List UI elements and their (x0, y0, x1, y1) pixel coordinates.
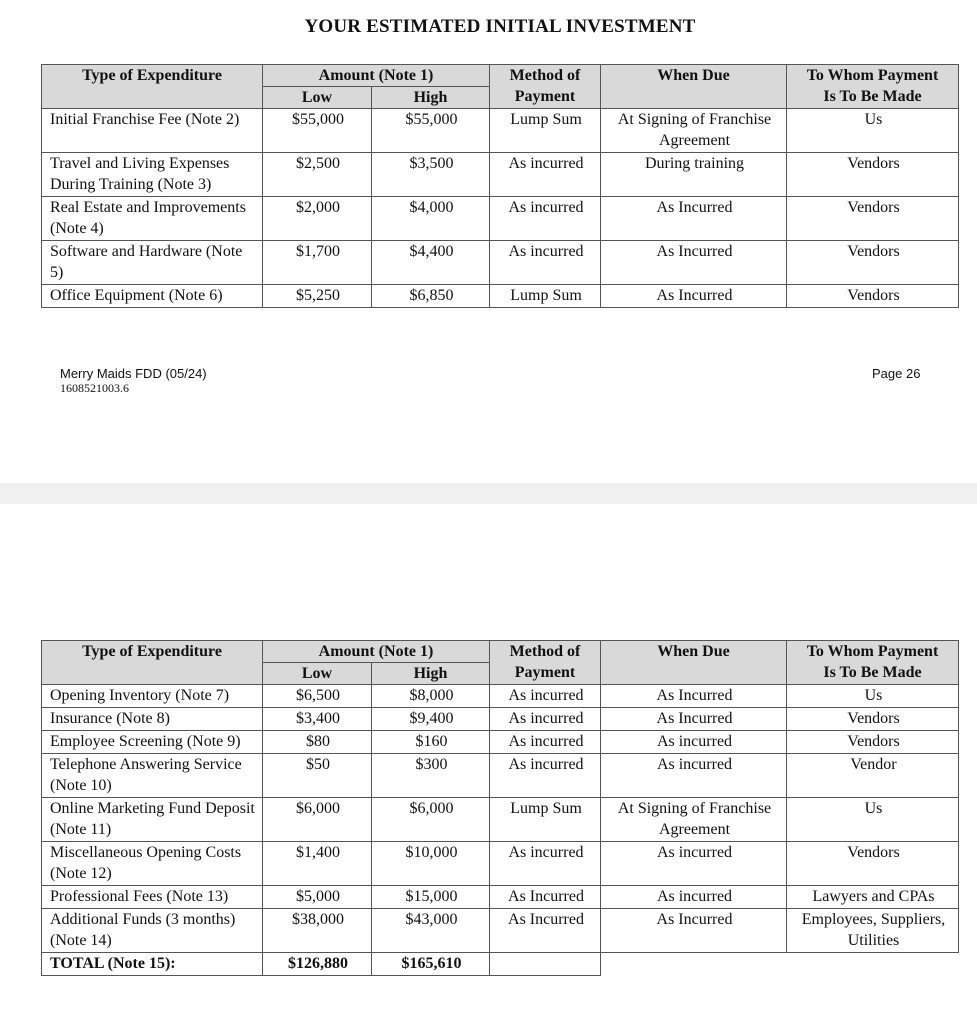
amount-low-cell: $80 (263, 731, 372, 754)
header-amount: Amount (Note 1) (263, 641, 490, 663)
expenditure-type-cell: Additional Funds (3 months) (Note 14) (42, 909, 263, 953)
method-cell: As incurred (490, 842, 601, 886)
total-row (42, 953, 959, 976)
payee-cell: Vendors (787, 731, 959, 754)
expenditure-type-cell: Professional Fees (Note 13) (42, 886, 263, 909)
amount-low-cell: $6,500 (263, 685, 372, 708)
payee-cell: Lawyers and CPAs (787, 886, 959, 909)
expenditure-type-cell: Travel and Living Expenses During Training (Note 3) (42, 153, 263, 197)
investment-table-2 (41, 640, 959, 976)
when-due-cell: As incurred (601, 886, 787, 909)
payee-cell: Us (787, 685, 959, 708)
expenditure-type-cell: Online Marketing Fund Deposit (Note 11) (42, 798, 263, 842)
total-empty (601, 953, 787, 976)
table-row (42, 842, 959, 886)
header-whom: To Whom Payment Is To Be Made (787, 641, 959, 685)
page-separator (0, 483, 977, 504)
page-footer (60, 366, 207, 396)
payee-cell: Vendors (787, 285, 959, 308)
method-cell: As incurred (490, 708, 601, 731)
table-row (42, 153, 959, 197)
header-high: High (372, 87, 490, 109)
table-row (42, 798, 959, 842)
header-method: Method of Payment (490, 65, 601, 109)
when-due-cell: As Incurred (601, 241, 787, 285)
amount-high-cell: $3,500 (372, 153, 490, 197)
amount-high-cell: $10,000 (372, 842, 490, 886)
payee-cell: Vendors (787, 197, 959, 241)
total-low: $126,880 (263, 953, 372, 976)
when-due-cell: As incurred (601, 754, 787, 798)
amount-low-cell: $3,400 (263, 708, 372, 731)
when-due-cell: As incurred (601, 731, 787, 754)
when-due-cell: As Incurred (601, 685, 787, 708)
expenditure-type-cell: Software and Hardware (Note 5) (42, 241, 263, 285)
header-type: Type of Expenditure (42, 65, 263, 109)
footer-page-number: Page 26 (872, 366, 921, 381)
when-due-cell: As Incurred (601, 285, 787, 308)
payee-cell: Us (787, 109, 959, 153)
expenditure-type-cell: Initial Franchise Fee (Note 2) (42, 109, 263, 153)
expenditure-type-cell: Employee Screening (Note 9) (42, 731, 263, 754)
amount-low-cell: $2,500 (263, 153, 372, 197)
method-cell: As incurred (490, 685, 601, 708)
payee-cell: Vendor (787, 754, 959, 798)
method-cell: As Incurred (490, 886, 601, 909)
header-type: Type of Expenditure (42, 641, 263, 685)
method-cell: As incurred (490, 153, 601, 197)
amount-low-cell: $6,000 (263, 798, 372, 842)
amount-low-cell: $2,000 (263, 197, 372, 241)
expenditure-type-cell: Miscellaneous Opening Costs (Note 12) (42, 842, 263, 886)
table-row (42, 241, 959, 285)
total-label: TOTAL (Note 15): (42, 953, 263, 976)
header-method: Method of Payment (490, 641, 601, 685)
payee-cell: Vendors (787, 842, 959, 886)
when-due-cell: As incurred (601, 842, 787, 886)
expenditure-type-cell: Real Estate and Improvements (Note 4) (42, 197, 263, 241)
amount-high-cell: $9,400 (372, 708, 490, 731)
amount-low-cell: $1,700 (263, 241, 372, 285)
when-due-cell: During training (601, 153, 787, 197)
method-cell: As incurred (490, 197, 601, 241)
header-when: When Due (601, 65, 787, 109)
total-empty (787, 953, 959, 976)
when-due-cell: At Signing of Franchise Agreement (601, 798, 787, 842)
header-when: When Due (601, 641, 787, 685)
table-row (42, 685, 959, 708)
table-row (42, 731, 959, 754)
header-amount: Amount (Note 1) (263, 65, 490, 87)
amount-high-cell: $6,000 (372, 798, 490, 842)
when-due-cell: As Incurred (601, 909, 787, 953)
amount-high-cell: $55,000 (372, 109, 490, 153)
table-row (42, 909, 959, 953)
header-low: Low (263, 663, 372, 685)
when-due-cell: As Incurred (601, 197, 787, 241)
amount-high-cell: $4,400 (372, 241, 490, 285)
payee-cell: Us (787, 798, 959, 842)
amount-high-cell: $4,000 (372, 197, 490, 241)
amount-high-cell: $8,000 (372, 685, 490, 708)
amount-high-cell: $160 (372, 731, 490, 754)
method-cell: As Incurred (490, 909, 601, 953)
payee-cell: Vendors (787, 241, 959, 285)
when-due-cell: As Incurred (601, 708, 787, 731)
expenditure-type-cell: Opening Inventory (Note 7) (42, 685, 263, 708)
table-row (42, 285, 959, 308)
table-row (42, 109, 959, 153)
method-cell: As incurred (490, 754, 601, 798)
investment-table-1 (41, 64, 959, 308)
table-row (42, 886, 959, 909)
method-cell: Lump Sum (490, 798, 601, 842)
footer-doc-number: 1608521003.6 (60, 381, 129, 395)
method-cell: As incurred (490, 731, 601, 754)
method-cell: Lump Sum (490, 285, 601, 308)
footer-brand: Merry Maids FDD (05/24) (60, 366, 207, 381)
table-row (42, 708, 959, 731)
header-whom: To Whom Payment Is To Be Made (787, 65, 959, 109)
payee-cell: Vendors (787, 153, 959, 197)
amount-low-cell: $5,250 (263, 285, 372, 308)
expenditure-type-cell: Insurance (Note 8) (42, 708, 263, 731)
amount-low-cell: $5,000 (263, 886, 372, 909)
expenditure-type-cell: Office Equipment (Note 6) (42, 285, 263, 308)
amount-high-cell: $6,850 (372, 285, 490, 308)
amount-low-cell: $55,000 (263, 109, 372, 153)
amount-high-cell: $300 (372, 754, 490, 798)
header-low: Low (263, 87, 372, 109)
amount-high-cell: $15,000 (372, 886, 490, 909)
amount-low-cell: $50 (263, 754, 372, 798)
payee-cell: Employees, Suppliers, Utilities (787, 909, 959, 953)
total-high: $165,610 (372, 953, 490, 976)
page-title: YOUR ESTIMATED INITIAL INVESTMENT (304, 16, 696, 37)
expenditure-type-cell: Telephone Answering Service (Note 10) (42, 754, 263, 798)
amount-high-cell: $43,000 (372, 909, 490, 953)
table-row (42, 197, 959, 241)
amount-low-cell: $38,000 (263, 909, 372, 953)
header-high: High (372, 663, 490, 685)
method-cell: Lump Sum (490, 109, 601, 153)
when-due-cell: At Signing of Franchise Agreement (601, 109, 787, 153)
total-method-empty (490, 953, 601, 976)
method-cell: As incurred (490, 241, 601, 285)
amount-low-cell: $1,400 (263, 842, 372, 886)
payee-cell: Vendors (787, 708, 959, 731)
table-row (42, 754, 959, 798)
